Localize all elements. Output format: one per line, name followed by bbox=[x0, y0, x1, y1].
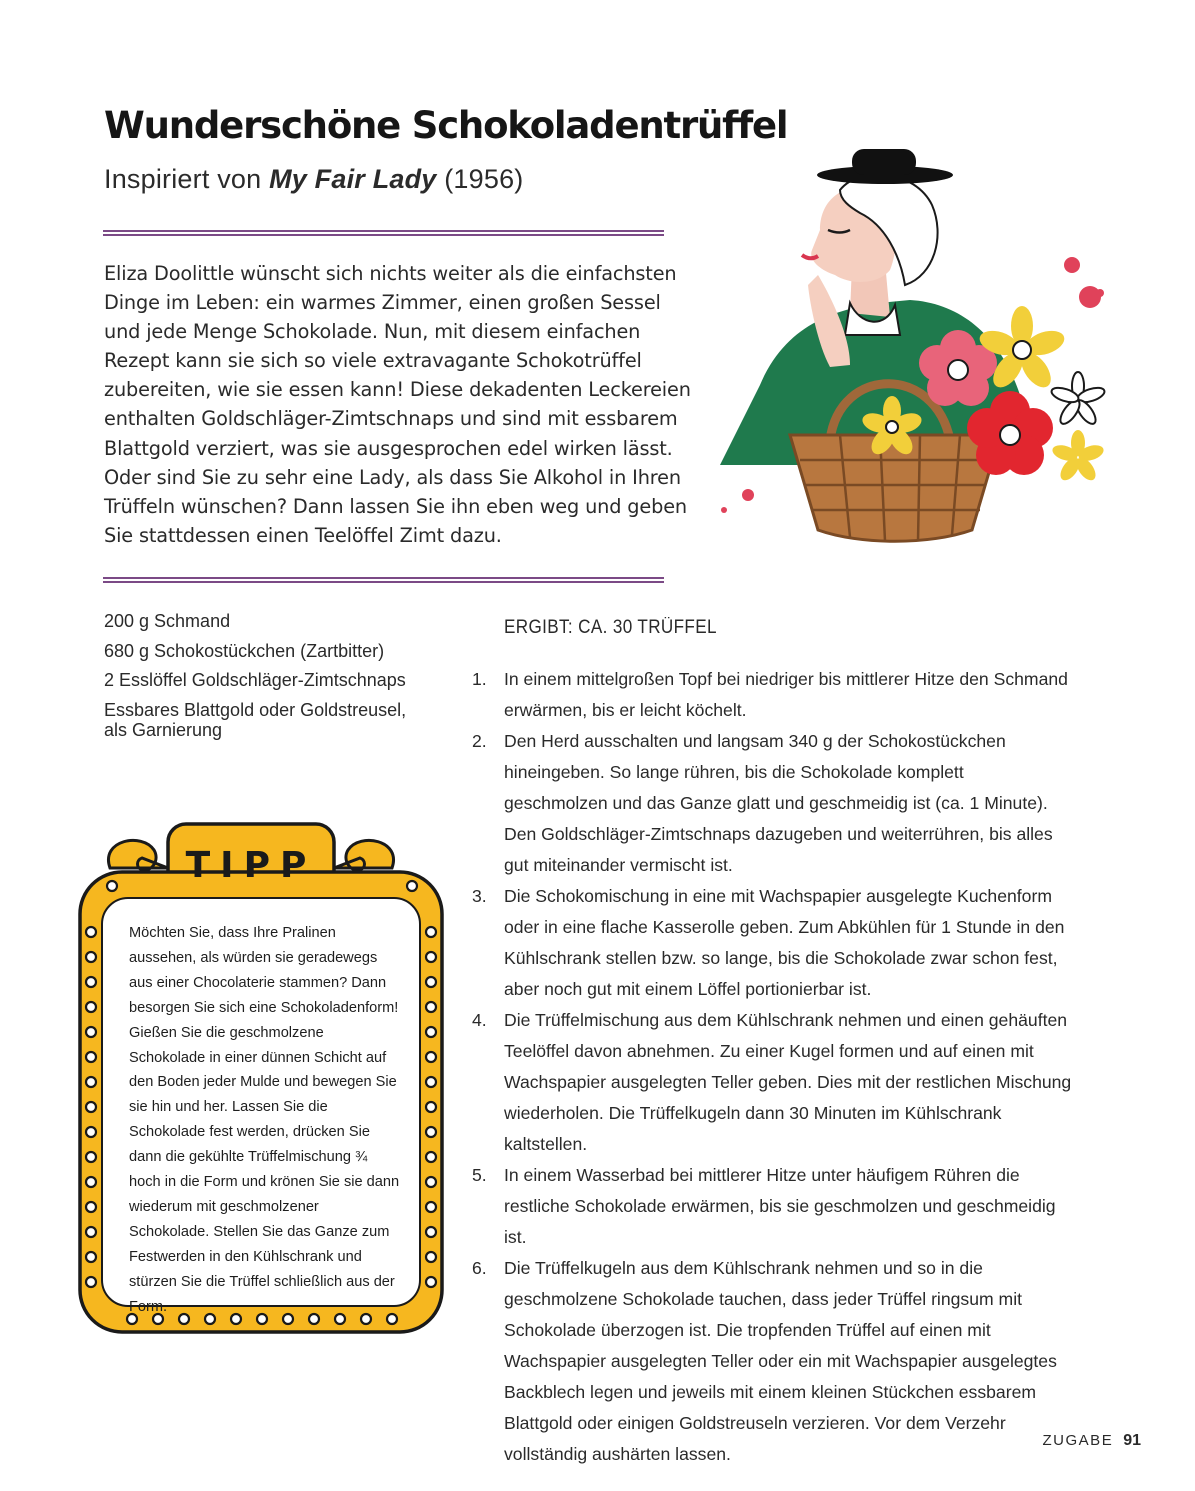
paint-splash bbox=[1079, 286, 1101, 308]
marquee-bulb bbox=[86, 1127, 96, 1137]
lips bbox=[802, 255, 818, 258]
ingredient-item: 680 g Schokostückchen (Zartbitter) bbox=[104, 640, 385, 661]
tip-ornament-left bbox=[108, 840, 168, 870]
step-item bbox=[472, 726, 1072, 881]
marquee-bulb bbox=[426, 1277, 436, 1287]
recipe-title: Wunderschöne Schokoladentrüffel bbox=[104, 104, 788, 147]
step-list bbox=[472, 664, 1072, 1470]
recipe-yield: ERGIBT: CA. 30 TRÜFFEL bbox=[504, 617, 717, 638]
lady-with-flower-basket-illustration bbox=[700, 135, 1170, 575]
page-number: 91 bbox=[1123, 1432, 1141, 1449]
step-text: Den Herd ausschalten und langsam 340 g der Schokostückchen hineingeben. So lange rühren, bis die Schokolade komplett geschmolzen und das Ganze glatt und geschmeidig ist (ca. 1 Minute). Den Goldschläger-Zimtschnaps dazugeben und weiterrühren, bis alles gut miteinander vermischt ist. bbox=[504, 731, 1053, 875]
marquee-bulb bbox=[86, 1002, 96, 1012]
ingredient-list bbox=[104, 611, 434, 749]
marquee-bulb bbox=[426, 952, 436, 962]
step-item bbox=[472, 1253, 1072, 1470]
tip-text: Möchten Sie, dass Ihre Pralinen aussehen, als würden sie geradewegs aus einer Chocolaterie stammen? Dann besorgen Sie sich eine Schokoladenform! Gießen Sie die geschmolzene Schokolade in einer dünnen Schicht auf den Boden jeder Mulde und bewegen Sie sie hin und her. Lassen Sie die Schokolade fest werden, drücken Sie dann die gekühlte Trüffelmischung ¾ hoch in die Form und krönen Sie sie dann wiederum mit geschmolzener Schokolade. Stellen Sie das Ganze zum Festwerden in den Kühlschrank und stürzen Sie die Trüffel schließlich aus der Form. bbox=[129, 925, 400, 1315]
step-item bbox=[472, 1005, 1072, 1160]
marquee-bulb bbox=[426, 977, 436, 987]
ingredient-item: Essbares Blattgold oder Goldstreusel, als Garnierung bbox=[104, 699, 407, 740]
paint-splash bbox=[721, 507, 727, 513]
marquee-bulb bbox=[86, 1252, 96, 1262]
marquee-bulb bbox=[426, 1077, 436, 1087]
paint-splash bbox=[742, 489, 754, 501]
tip-ornament-right bbox=[334, 840, 394, 870]
paint-splash bbox=[1096, 289, 1104, 297]
marquee-bulb bbox=[426, 1227, 436, 1237]
tip-heading: TIPP bbox=[185, 845, 317, 886]
film-year: (1956) bbox=[436, 164, 524, 194]
page-footer bbox=[1043, 1432, 1141, 1450]
marquee-bulb bbox=[86, 1027, 96, 1037]
marquee-bulb bbox=[86, 1277, 96, 1287]
marquee-bulb bbox=[86, 1052, 96, 1062]
intro-paragraph: Eliza Doolittle wünscht sich nichts weiter als die einfachsten Dinge im Leben: ein warmes Zimmer, einen großen Sessel und jede Menge Schokolade. Nun, mit diesem einfachen Rezept kann sie sich so viele extravagante Schokotrüffel zubereiten, wie sie essen kann! Diese dekadenten Leckereien enthalten Goldschläger-Zimtschnaps und sind mit essbarem Blattgold verziert, was sie ausgesprochen edel wirken lässt. Oder sind Sie zu sehr eine Lady, als dass Sie Alkohol in Ihren Trüffeln wünschen? Dann lassen Sie ihn eben weg und geben Sie stattdessen einen Teelöffel Zimt dazu. bbox=[104, 262, 691, 547]
marquee-bulb bbox=[86, 1152, 96, 1162]
marquee-bulb bbox=[86, 1202, 96, 1212]
paint-splash bbox=[1064, 257, 1080, 273]
marquee-bulb bbox=[426, 1027, 436, 1037]
marquee-bulb bbox=[426, 1102, 436, 1112]
double-rule-top bbox=[103, 230, 664, 236]
step-text: Die Trüffelmischung aus dem Kühlschrank nehmen und einen gehäuften Teelöffel davon abnehmen. Zu einer Kugel formen und auf einen mit Wachspapier ausgelegten Teller geben. Dies mit der restlichen Mischung wiederholen. Die Trüffelkugeln dann 30 Minuten im Kühlschrank kaltstellen. bbox=[504, 1010, 1072, 1154]
step-number: 2. bbox=[472, 731, 487, 751]
marquee-bulb bbox=[426, 1177, 436, 1187]
subtitle-prefix: Inspiriert von bbox=[104, 164, 270, 194]
step-number: 5. bbox=[472, 1165, 487, 1185]
marquee-bulb bbox=[86, 977, 96, 987]
step-number: 6. bbox=[472, 1258, 487, 1278]
step-text: In einem mittelgroßen Topf bei niedriger bis mittlerer Hitze den Schmand erwärmen, bis er leicht köchelt. bbox=[504, 669, 1068, 720]
flower-yellow-right bbox=[1050, 430, 1105, 484]
marquee-bulb bbox=[426, 1252, 436, 1262]
step-text: In einem Wasserbad bei mittlerer Hitze unter häufigem Rühren die restliche Schokolade erwärmen, bis sie geschmolzen und geschmeidig ist. bbox=[504, 1165, 1056, 1247]
marquee-bulb bbox=[86, 1102, 96, 1112]
step-item bbox=[472, 1160, 1072, 1253]
step-text: Die Trüffelkugeln aus dem Kühlschrank nehmen und so in die geschmolzene Schokolade tauchen, dass jeder Trüffel ringsum mit Schokolade überzogen ist. Die tropfenden Trüffel auf einen mit Wachspapier ausgelegten Teller oder ein mit Wachspapier ausgelegtes Backblech legen und jeweils mit einem kleinen Stückchen essbarem Blattgold oder einigen Goldstreuseln verzieren. Vor dem Verzehr vollständig aushärten lassen. bbox=[504, 1258, 1057, 1464]
hat-crown bbox=[852, 149, 916, 175]
step-number: 1. bbox=[472, 669, 487, 689]
ingredient-item: 2 Esslöffel Goldschläger-Zimtschnaps bbox=[104, 670, 406, 690]
marquee-bulb bbox=[426, 1127, 436, 1137]
footer-section-label: ZUGABE bbox=[1042, 1432, 1114, 1449]
marquee-bulb bbox=[407, 881, 417, 891]
marquee-bulb bbox=[426, 1202, 436, 1212]
marquee-bulb bbox=[426, 1002, 436, 1012]
marquee-bulb bbox=[86, 952, 96, 962]
flower-white bbox=[1050, 372, 1106, 427]
basket bbox=[790, 435, 1000, 541]
marquee-bulb bbox=[426, 927, 436, 937]
marquee-bulb bbox=[426, 1052, 436, 1062]
step-item bbox=[472, 664, 1072, 726]
step-number: 4. bbox=[472, 1010, 487, 1030]
step-text: Die Schokomischung in eine mit Wachspapier ausgelegte Kuchenform oder in eine flache Kasserolle geben. Zum Abkühlen für 1 Stunde in den Kühlschrank stellen bzw. so lange, bis die Schokolade zwar schon fest, aber noch gut mit einem Löffel portionierbar ist. bbox=[504, 886, 1065, 999]
double-rule-bottom bbox=[103, 577, 664, 583]
marquee-bulb bbox=[426, 1152, 436, 1162]
recipe-subtitle bbox=[104, 164, 523, 195]
film-title: My Fair Lady bbox=[269, 164, 437, 194]
step-item bbox=[472, 881, 1072, 1005]
marquee-bulb bbox=[86, 1177, 96, 1187]
marquee-bulb bbox=[86, 1227, 96, 1237]
marquee-bulb bbox=[107, 881, 117, 891]
step-number: 3. bbox=[472, 886, 487, 906]
marquee-bulb bbox=[86, 927, 96, 937]
marquee-bulb bbox=[86, 1077, 96, 1087]
ingredient-item: 200 g Schmand bbox=[104, 611, 231, 631]
